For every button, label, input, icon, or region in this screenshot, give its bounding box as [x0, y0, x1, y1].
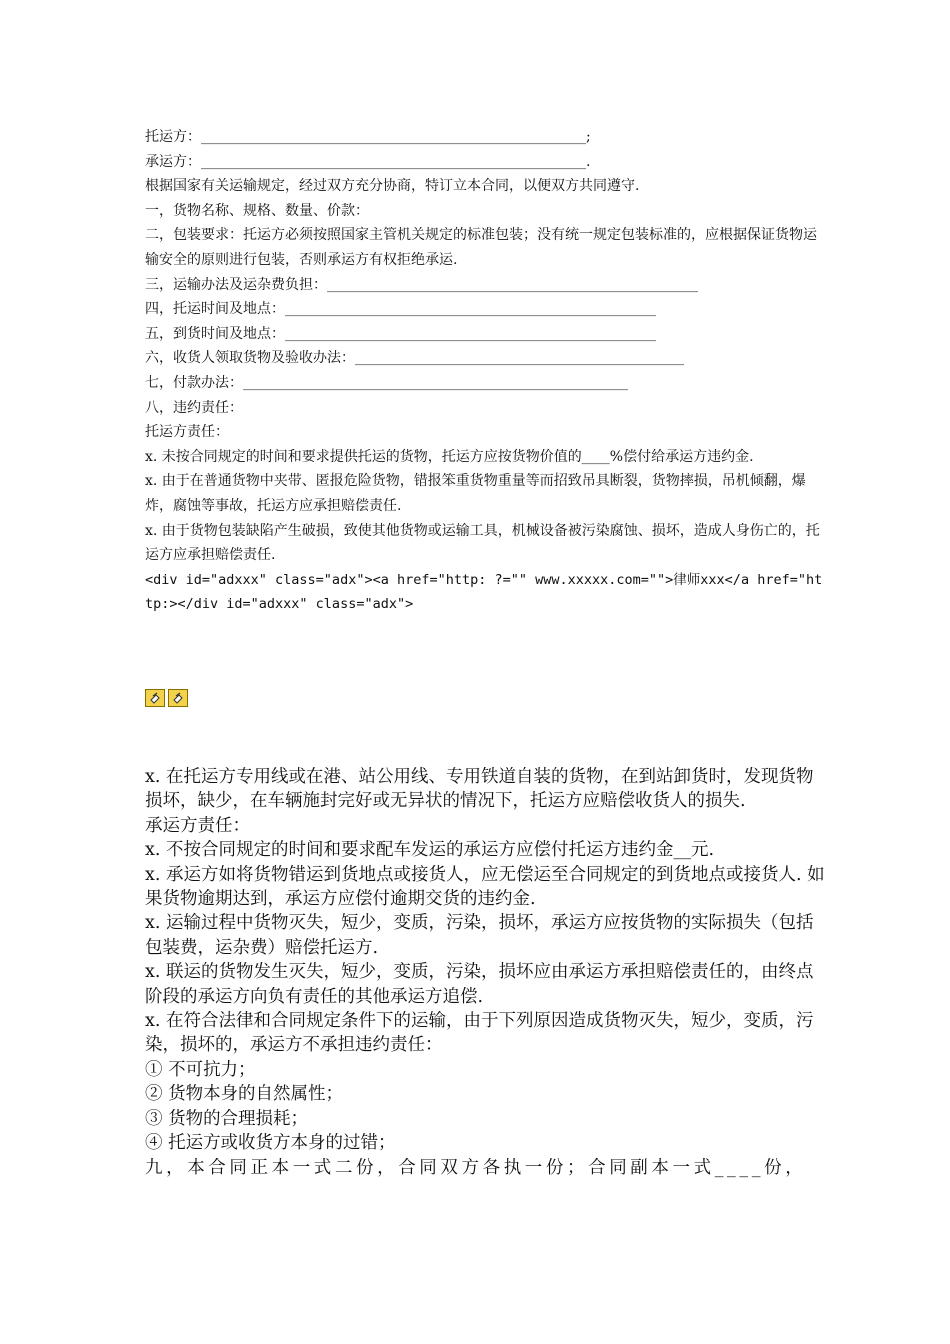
- shipper-liability-item-2: x. 由于在普通货物中夹带、匿报危险货物，错报笨重货物重量等而招致吊具断裂，货物摔损，吊机倾翻，爆炸，腐蚀等事故，托运方应承担赔偿责任.: [145, 473, 806, 514]
- carrier-liability-heading: 承运方责任：: [145, 815, 250, 836]
- exemption-item-2: ② 货物本身的自然属性；: [145, 1084, 344, 1105]
- shipper-line: 托运方：_______________________________________________________;: [145, 129, 591, 145]
- carrier-liability-item-1: x. 不按合同规定的时间和要求配车发运的承运方应偿付托运方违约金__元.: [145, 840, 715, 861]
- exemption-item-1: ① 不可抗力；: [145, 1059, 256, 1080]
- clause-1: 一，货物名称、规格、数量、价款：: [145, 202, 369, 219]
- clause-3: 三，运输办法及运杂费负担：_____________________________________________________: [145, 276, 698, 293]
- clause-8: 八，违约责任：: [145, 399, 243, 416]
- carrier-exemption: x. 在符合法律和合同规定条件下的运输，由于下列原因造成货物灭失，短少，变质，污染，损坏的，承运方不承担违约责任：: [145, 1011, 814, 1056]
- exemption-item-4: ④ 托运方或收货方本身的过错；: [145, 1133, 396, 1154]
- shipper-liability-heading: 托运方责任：: [145, 424, 229, 441]
- link-icon[interactable]: [168, 689, 188, 707]
- carrier-line: 承运方：_______________________________________________________.: [145, 153, 591, 170]
- contract-bottom-section: [145, 765, 825, 1180]
- carrier-liability-item-2: x. 承运方如将货物错运到货地点或接货人，应无偿运至合同规定的到货地点或接货人. 如果货物逾期达到，承运方应偿付逾期交货的违约金.: [145, 864, 825, 910]
- shipper-liability-item-4: x. 在托运方专用线或在港、站公用线、专用铁道自装的货物，在到站卸货时，发现货物损坏，缺少，在车辆施封完好或无异状的情况下，托运方应赔偿收货人的损失.: [145, 767, 814, 812]
- carrier-liability-item-4: x. 联运的货物发生灭失，短少，变质，污染，损坏应由承运方承担赔偿责任的，由终点阶段的承运方向负有责任的其他承运方追偿.: [145, 962, 814, 1007]
- carrier-liability-item-3: x. 运输过程中货物灭失，短少，变质，污染，损坏，承运方应按货物的实际损失（包括包装费，运杂费）赔偿托运方.: [145, 913, 814, 958]
- shipper-liability-item-1: x. 未按合同规定的时间和要求提供托运的货物，托运方应按货物价值的____%偿付给承运方违约金.: [145, 448, 754, 465]
- exemption-item-3: ③ 货物的合理损耗；: [145, 1108, 309, 1129]
- icon-strip: [145, 689, 193, 709]
- clause-5: 五，到货时间及地点：_____________________________________________________: [145, 325, 656, 342]
- clause-4: 四，托运时间及地点：_____________________________________________________: [145, 301, 656, 318]
- stray-html-code: <div id="adxxx" class="adx"><a href="http: ?="" www.xxxxx.com="">律师xxx</a href="http:></div id="adxxx" class="adx">: [145, 571, 823, 613]
- clause-2: 二，包装要求：托运方必须按照国家主管机关规定的标准包装；没有统一规定包装标准的，应根据保证货物运输安全的原则进行包装，否则承运方有权拒绝承运.: [145, 227, 817, 268]
- link-icon[interactable]: [145, 689, 165, 707]
- contract-top-section: [145, 125, 825, 617]
- clause-7: 七，付款办法：_______________________________________________________: [145, 374, 628, 391]
- clause-6: 六，收货人领取货物及验收办法：_______________________________________________: [145, 350, 684, 367]
- clause-9: 九，本合同正本一式二份，合同双方各执一份；合同副本一式____份，: [145, 1157, 807, 1178]
- shipper-liability-item-3: x. 由于货物包装缺陷产生破损，致使其他货物或运输工具，机械设备被污染腐蚀、损坏，造成人身伤亡的，托运方应承担赔偿责任.: [145, 522, 820, 564]
- intro-paragraph: 根据国家有关运输规定，经过双方充分协商，特订立本合同，以便双方共同遵守.: [145, 178, 640, 195]
